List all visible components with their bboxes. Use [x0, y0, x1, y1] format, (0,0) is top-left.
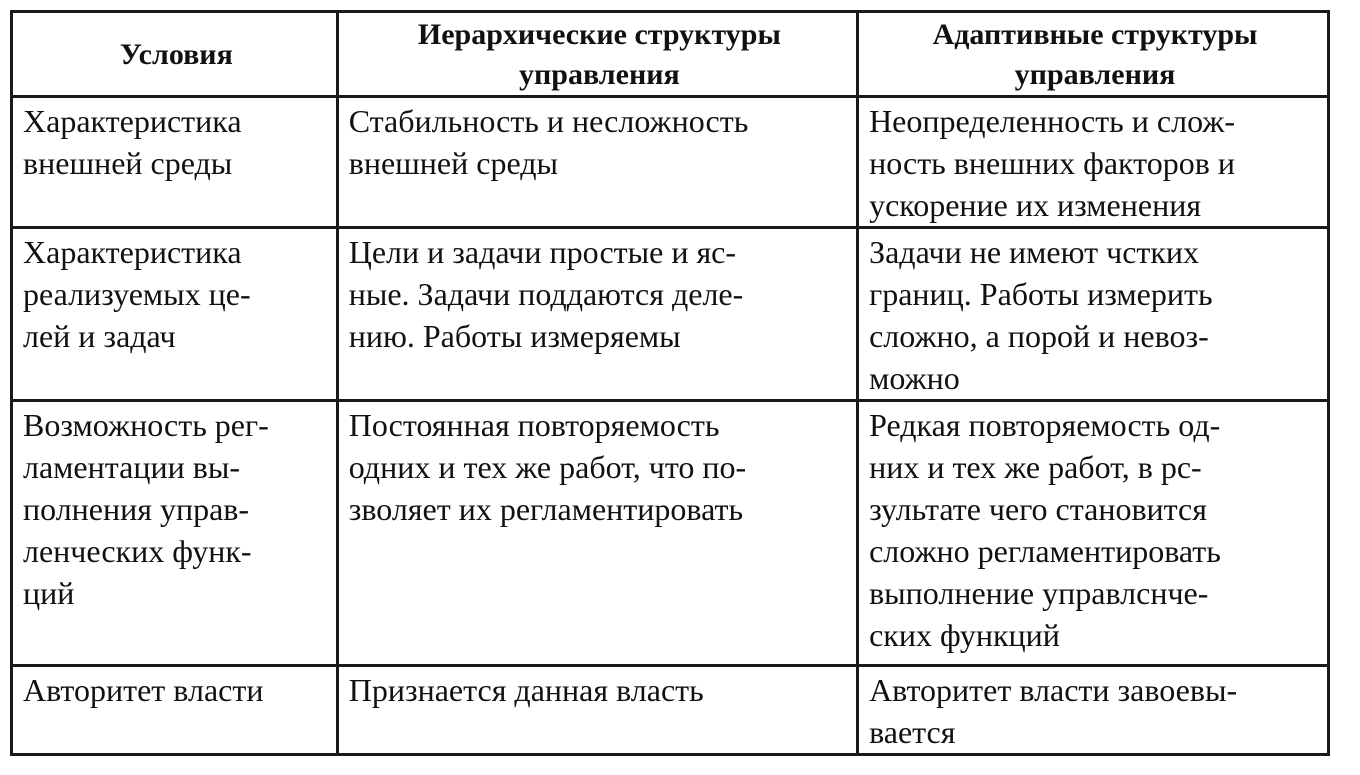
header-hierarchical-structures: Иерархические структуры управления: [337, 12, 857, 97]
cell-hierarchical: Стабильность и несложность внешней среды: [337, 97, 857, 228]
cell-adaptive: Редкая повторяемость од- них и тех же работ, в рс- зультате чего становится сложно регламентировать выполнение управлснче- ских функций: [858, 401, 1329, 666]
cell-hierarchical: Постоянная повторяемость одних и тех же работ, что по- зволяет их регламентировать: [337, 401, 857, 666]
cell-adaptive: Неопределенность и слож- ность внешних факторов и ускорение их изменения: [858, 97, 1329, 228]
cell-adaptive: Задачи не имеют чстких границ. Работы измерить сложно, а порой и невоз- можно: [858, 228, 1329, 401]
table-header-row: [12, 12, 1329, 97]
table-row: [12, 228, 1329, 401]
comparison-table-wrapper: [10, 10, 1330, 756]
table-row: [12, 666, 1329, 755]
header-adaptive-structures: Адаптивные структуры управления: [858, 12, 1329, 97]
cell-condition: Авторитет власти: [12, 666, 338, 755]
header-conditions: Условия: [12, 12, 338, 97]
comparison-table: [10, 10, 1330, 756]
table-row: [12, 401, 1329, 666]
cell-condition: Характеристика реализуемых це- лей и задач: [12, 228, 338, 401]
cell-hierarchical: Признается данная власть: [337, 666, 857, 755]
cell-condition: Возможность рег- ламентации вы- полнения управ- ленческих функ- ций: [12, 401, 338, 666]
cell-adaptive: Авторитет власти завоевы- вается: [858, 666, 1329, 755]
table-row: [12, 97, 1329, 228]
cell-condition: Характеристика внешней среды: [12, 97, 338, 228]
cell-hierarchical: Цели и задачи простые и яс- ные. Задачи поддаются деле- нию. Работы измеряемы: [337, 228, 857, 401]
